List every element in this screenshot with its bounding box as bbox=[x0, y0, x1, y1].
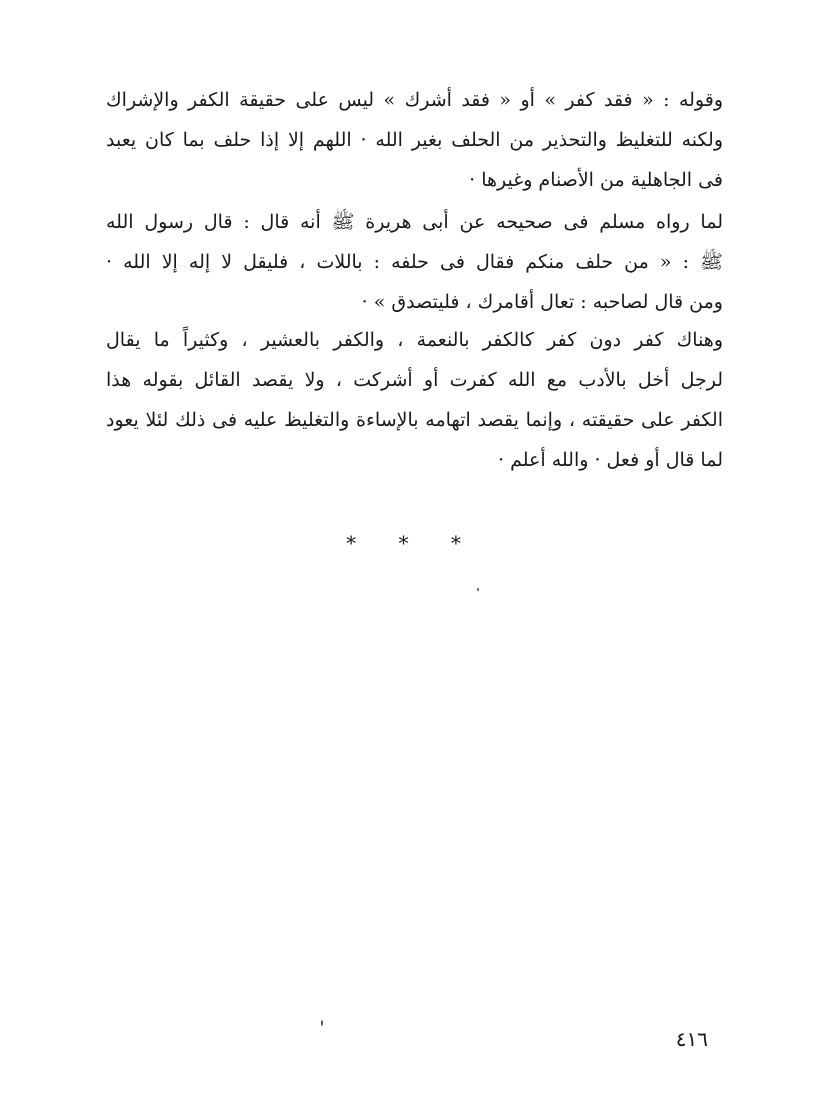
paragraph-lesser-kufr bbox=[106, 320, 723, 480]
text-line: لما قال أو فعل · والله أعلم · bbox=[498, 449, 723, 471]
text-line: ولكنه للتغليظ والتحذير من الحلف بغير الله · اللهم إلا إذا حلف بما كان يعبد bbox=[106, 129, 723, 151]
text-line: لما رواه مسلم فى صحيحه عن أبى هريرة ﷺ أنه قال : قال رسول الله bbox=[106, 211, 723, 233]
text-line: لرجل أخل بالأدب مع الله كفرت أو أشركت ، ولا يقصد القائل بقوله هذا bbox=[106, 369, 723, 391]
text-line: الكفر على حقيقته ، وإنما يقصد اتهامه بالإساءة والتغليظ عليه فى ذلك لئلا يعود bbox=[106, 409, 723, 431]
scan-speck bbox=[321, 1020, 323, 1026]
text-line: فى الجاهلية من الأصنام وغيرها · bbox=[469, 169, 723, 191]
section-separator: * * * bbox=[346, 531, 479, 555]
text-line: وقوله : « فقد كفر » أو « فقد أشرك » ليس على حقيقة الكفر والإشراك bbox=[106, 89, 723, 111]
page-number: ٤١٦ bbox=[675, 1027, 708, 1051]
scan-speck bbox=[477, 588, 479, 591]
text-line: وهناك كفر دون كفر كالكفر بالنعمة ، والكفر بالعشير ، وكثيراً ما يقال bbox=[106, 329, 723, 351]
text-line: ومن قال لصاحبه : تعال أقامرك ، فليتصدق » · bbox=[361, 291, 723, 313]
paragraph-hadith bbox=[106, 202, 723, 322]
text-line: ﷺ : « من حلف منكم فقال فى حلفه : باللات ، فليقل لا إله إلا الله · bbox=[106, 251, 723, 273]
paragraph-oath-meaning bbox=[106, 80, 723, 200]
